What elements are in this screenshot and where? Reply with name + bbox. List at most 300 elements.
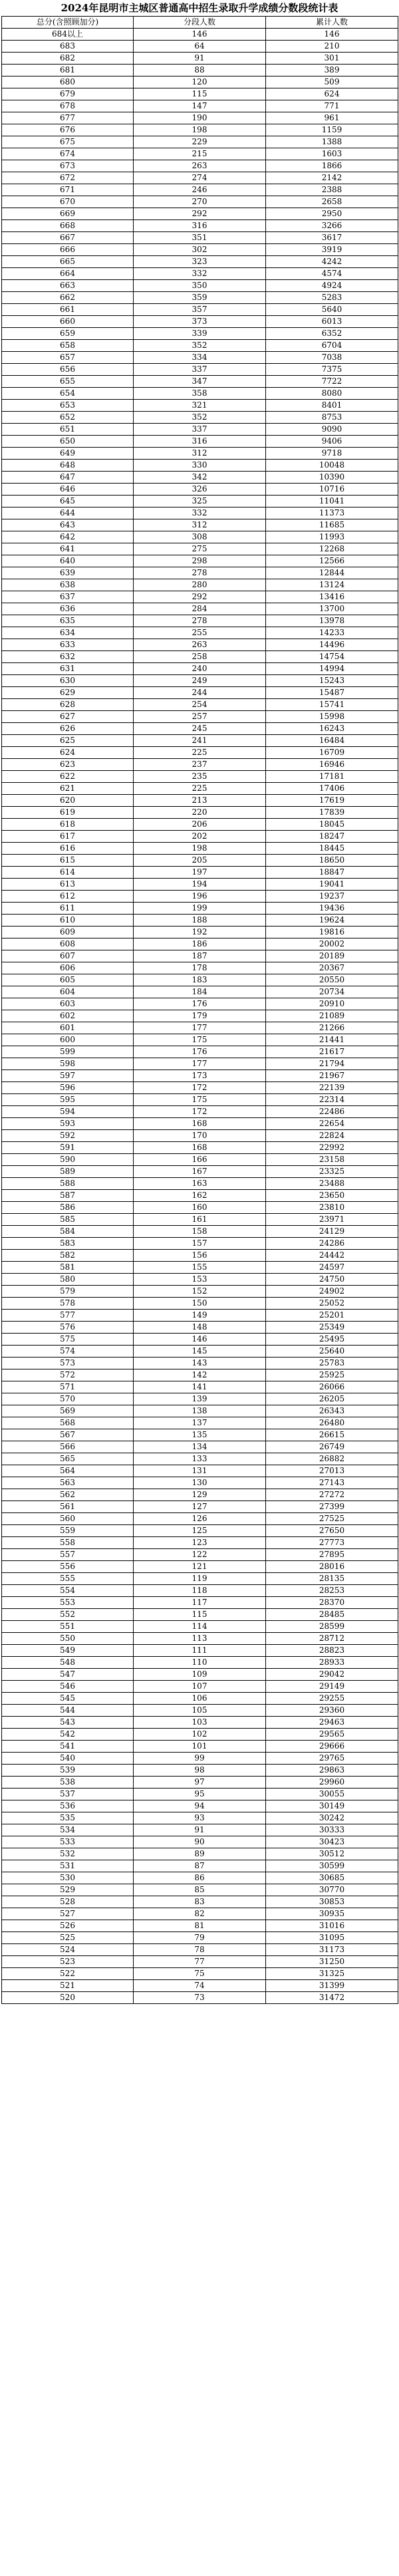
score-cell: 607 [2,950,134,962]
segment-count-cell: 316 [134,436,266,448]
segment-count-cell: 177 [134,1058,266,1070]
segment-count-cell: 118 [134,1585,266,1597]
table-row [2,687,398,699]
score-cell: 577 [2,1310,134,1322]
segment-count-cell: 173 [134,1070,266,1082]
segment-count-cell: 278 [134,615,266,627]
table-row [2,1465,398,1477]
table-row [2,651,398,663]
score-cell: 524 [2,1944,134,1956]
cumulative-count-cell: 3919 [266,244,398,256]
segment-count-cell: 99 [134,1753,266,1765]
segment-count-cell: 138 [134,1405,266,1417]
cumulative-count-cell: 5640 [266,304,398,316]
segment-count-cell: 350 [134,280,266,292]
cumulative-count-cell: 12844 [266,567,398,579]
header-total-score: 总分(含照顾加分) [2,17,134,29]
score-cell: 653 [2,400,134,412]
score-cell: 636 [2,603,134,615]
table-row [2,1489,398,1501]
cumulative-count-cell: 24902 [266,1286,398,1298]
segment-count-cell: 196 [134,891,266,903]
segment-count-cell: 339 [134,328,266,340]
cumulative-count-cell: 29666 [266,1741,398,1753]
table-row [2,1573,398,1585]
cumulative-count-cell: 25640 [266,1346,398,1358]
cumulative-count-cell: 210 [266,41,398,53]
segment-count-cell: 254 [134,699,266,711]
score-cell: 603 [2,998,134,1010]
table-row [2,112,398,124]
segment-count-cell: 88 [134,65,266,76]
score-cell: 530 [2,1872,134,1884]
segment-count-cell: 78 [134,1944,266,1956]
cumulative-count-cell: 21967 [266,1070,398,1082]
table-row [2,472,398,484]
segment-count-cell: 187 [134,950,266,962]
segment-count-cell: 81 [134,1920,266,1932]
segment-count-cell: 229 [134,136,266,148]
cumulative-count-cell: 19436 [266,903,398,915]
cumulative-count-cell: 16709 [266,747,398,759]
cumulative-count-cell: 26343 [266,1405,398,1417]
segment-count-cell: 347 [134,376,266,388]
score-cell: 578 [2,1298,134,1310]
score-cell: 617 [2,831,134,843]
segment-count-cell: 176 [134,998,266,1010]
table-row [2,376,398,388]
table-row [2,507,398,519]
segment-count-cell: 109 [134,1669,266,1681]
segment-count-cell: 143 [134,1358,266,1369]
table-row [2,328,398,340]
score-cell: 558 [2,1537,134,1549]
cumulative-count-cell: 16484 [266,735,398,747]
segment-count-cell: 263 [134,639,266,651]
segment-count-cell: 326 [134,484,266,496]
score-cell: 665 [2,256,134,268]
cumulative-count-cell: 27272 [266,1489,398,1501]
segment-count-cell: 152 [134,1286,266,1298]
page-title: 2024年昆明市主城区普通高中招生录取升学成绩分数段统计表 [61,2,338,14]
segment-count-cell: 149 [134,1310,266,1322]
table-row [2,1681,398,1693]
cumulative-count-cell: 8401 [266,400,398,412]
table-row [2,543,398,555]
segment-count-cell: 158 [134,1226,266,1238]
segment-count-cell: 245 [134,723,266,735]
segment-count-cell: 105 [134,1705,266,1717]
score-cell: 555 [2,1573,134,1585]
segment-count-cell: 122 [134,1549,266,1561]
table-row [2,244,398,256]
cumulative-count-cell: 4924 [266,280,398,292]
score-cell: 641 [2,543,134,555]
segment-count-cell: 280 [134,579,266,591]
table-row [2,699,398,711]
score-cell: 523 [2,1956,134,1968]
score-cell: 574 [2,1346,134,1358]
cumulative-count-cell: 29565 [266,1729,398,1741]
table-row [2,1046,398,1058]
score-cell: 646 [2,484,134,496]
cumulative-count-cell: 23650 [266,1190,398,1202]
segment-count-cell: 120 [134,76,266,88]
segment-count-cell: 146 [134,29,266,41]
cumulative-count-cell: 9090 [266,424,398,436]
score-cell: 551 [2,1621,134,1633]
cumulative-count-cell: 21794 [266,1058,398,1070]
score-cell: 582 [2,1250,134,1262]
table-row [2,1585,398,1597]
score-cell: 589 [2,1166,134,1178]
table-row [2,1334,398,1346]
score-cell: 610 [2,915,134,927]
segment-count-cell: 298 [134,555,266,567]
segment-count-cell: 332 [134,507,266,519]
score-cell: 681 [2,65,134,76]
table-row [2,1513,398,1525]
table-row [2,795,398,807]
score-cell: 678 [2,100,134,112]
score-cell: 654 [2,388,134,400]
score-cell: 633 [2,639,134,651]
score-cell: 595 [2,1094,134,1106]
cumulative-count-cell: 18445 [266,843,398,855]
cumulative-count-cell: 30512 [266,1848,398,1860]
score-cell: 647 [2,472,134,484]
table-row [2,1130,398,1142]
table-row [2,1453,398,1465]
table-row [2,1561,398,1573]
segment-count-cell: 192 [134,927,266,938]
score-cell: 611 [2,903,134,915]
table-row [2,53,398,65]
cumulative-count-cell: 20910 [266,998,398,1010]
score-cell: 590 [2,1154,134,1166]
cumulative-count-cell: 509 [266,76,398,88]
cumulative-count-cell: 27895 [266,1549,398,1561]
table-row [2,531,398,543]
cumulative-count-cell: 4574 [266,268,398,280]
score-cell: 592 [2,1130,134,1142]
segment-count-cell: 321 [134,400,266,412]
table-row [2,938,398,950]
table-body [2,29,398,2004]
table-row [2,1537,398,1549]
cumulative-count-cell: 18247 [266,831,398,843]
segment-count-cell: 183 [134,974,266,986]
cumulative-count-cell: 30423 [266,1836,398,1848]
cumulative-count-cell: 31472 [266,1992,398,2004]
segment-count-cell: 199 [134,903,266,915]
score-cell: 626 [2,723,134,735]
table-row [2,364,398,376]
score-cell: 662 [2,292,134,304]
score-cell: 631 [2,663,134,675]
table-row [2,1381,398,1393]
cumulative-count-cell: 11993 [266,531,398,543]
cumulative-count-cell: 30770 [266,1884,398,1896]
score-cell: 604 [2,986,134,998]
table-row [2,1250,398,1262]
segment-count-cell: 198 [134,843,266,855]
cumulative-count-cell: 13416 [266,591,398,603]
cumulative-count-cell: 23971 [266,1214,398,1226]
score-cell: 650 [2,436,134,448]
score-cell: 652 [2,412,134,424]
cumulative-count-cell: 19624 [266,915,398,927]
cumulative-count-cell: 24286 [266,1238,398,1250]
cumulative-count-cell: 1388 [266,136,398,148]
score-cell: 619 [2,807,134,819]
cumulative-count-cell: 26066 [266,1381,398,1393]
segment-count-cell: 316 [134,220,266,232]
table-row [2,1956,398,1968]
table-row [2,1777,398,1789]
score-cell: 588 [2,1178,134,1190]
cumulative-count-cell: 27399 [266,1501,398,1513]
segment-count-cell: 79 [134,1932,266,1944]
cumulative-count-cell: 8753 [266,412,398,424]
score-cell: 606 [2,962,134,974]
segment-count-cell: 163 [134,1178,266,1190]
table-row [2,65,398,76]
cumulative-count-cell: 15243 [266,675,398,687]
table-row [2,950,398,962]
score-cell: 565 [2,1453,134,1465]
table-row [2,1669,398,1681]
segment-count-cell: 121 [134,1561,266,1573]
segment-count-cell: 249 [134,675,266,687]
table-row [2,783,398,795]
cumulative-count-cell: 30599 [266,1860,398,1872]
cumulative-count-cell: 22824 [266,1130,398,1142]
score-cell: 544 [2,1705,134,1717]
table-row [2,100,398,112]
cumulative-count-cell: 9406 [266,436,398,448]
segment-count-cell: 237 [134,759,266,771]
score-cell: 614 [2,867,134,879]
table-row [2,388,398,400]
segment-count-cell: 74 [134,1980,266,1992]
table-row [2,1944,398,1956]
segment-count-cell: 155 [134,1262,266,1274]
cumulative-count-cell: 10390 [266,472,398,484]
cumulative-count-cell: 22139 [266,1082,398,1094]
cumulative-count-cell: 10048 [266,460,398,472]
cumulative-count-cell: 301 [266,53,398,65]
score-cell: 618 [2,819,134,831]
segment-count-cell: 206 [134,819,266,831]
cumulative-count-cell: 30242 [266,1812,398,1824]
cumulative-count-cell: 26615 [266,1429,398,1441]
segment-count-cell: 172 [134,1106,266,1118]
segment-count-cell: 179 [134,1010,266,1022]
segment-count-cell: 188 [134,915,266,927]
segment-count-cell: 107 [134,1681,266,1693]
table-row [2,711,398,723]
score-cell: 536 [2,1800,134,1812]
cumulative-count-cell: 2950 [266,208,398,220]
cumulative-count-cell: 146 [266,29,398,41]
score-cell: 559 [2,1525,134,1537]
table-row [2,1920,398,1932]
score-cell: 572 [2,1369,134,1381]
cumulative-count-cell: 20189 [266,950,398,962]
cumulative-count-cell: 27650 [266,1525,398,1537]
table-row [2,579,398,591]
segment-count-cell: 131 [134,1465,266,1477]
segment-count-cell: 148 [134,1322,266,1334]
cumulative-count-cell: 14233 [266,627,398,639]
cumulative-count-cell: 20367 [266,962,398,974]
table-row [2,1405,398,1417]
score-cell: 528 [2,1896,134,1908]
segment-count-cell: 184 [134,986,266,998]
segment-count-cell: 157 [134,1238,266,1250]
score-cell: 527 [2,1908,134,1920]
segment-count-cell: 166 [134,1154,266,1166]
cumulative-count-cell: 26882 [266,1453,398,1465]
score-cell: 664 [2,268,134,280]
segment-count-cell: 87 [134,1860,266,1872]
score-cell: 682 [2,53,134,65]
segment-count-cell: 198 [134,124,266,136]
table-row [2,519,398,531]
table-row [2,124,398,136]
score-cell: 672 [2,172,134,184]
segment-count-cell: 113 [134,1633,266,1645]
cumulative-count-cell: 13978 [266,615,398,627]
table-row [2,1741,398,1753]
score-cell: 632 [2,651,134,663]
segment-count-cell: 257 [134,711,266,723]
cumulative-count-cell: 12566 [266,555,398,567]
score-cell: 658 [2,340,134,352]
table-row [2,927,398,938]
table-row [2,1298,398,1310]
segment-count-cell: 352 [134,340,266,352]
score-cell: 659 [2,328,134,340]
cumulative-count-cell: 28712 [266,1633,398,1645]
cumulative-count-cell: 29765 [266,1753,398,1765]
cumulative-count-cell: 389 [266,65,398,76]
cumulative-count-cell: 14994 [266,663,398,675]
table-row [2,747,398,759]
score-cell: 573 [2,1358,134,1369]
score-cell: 580 [2,1274,134,1286]
table-row [2,1597,398,1609]
cumulative-count-cell: 28823 [266,1645,398,1657]
score-cell: 683 [2,41,134,53]
score-cell: 635 [2,615,134,627]
cumulative-count-cell: 5283 [266,292,398,304]
table-row [2,76,398,88]
table-row [2,316,398,328]
segment-count-cell: 162 [134,1190,266,1202]
table-row [2,1645,398,1657]
table-row [2,256,398,268]
table-row [2,1094,398,1106]
table-row [2,915,398,927]
score-cell: 579 [2,1286,134,1298]
cumulative-count-cell: 22486 [266,1106,398,1118]
table-row [2,1238,398,1250]
segment-count-cell: 93 [134,1812,266,1824]
segment-count-cell: 127 [134,1501,266,1513]
table-row [2,1693,398,1705]
segment-count-cell: 275 [134,543,266,555]
score-cell: 552 [2,1609,134,1621]
table-row [2,1609,398,1621]
score-cell: 615 [2,855,134,867]
cumulative-count-cell: 1159 [266,124,398,136]
score-cell: 622 [2,771,134,783]
table-row [2,843,398,855]
score-cell: 568 [2,1417,134,1429]
cumulative-count-cell: 27143 [266,1477,398,1489]
cumulative-count-cell: 30333 [266,1824,398,1836]
cumulative-count-cell: 20734 [266,986,398,998]
segment-count-cell: 225 [134,747,266,759]
table-row [2,1501,398,1513]
score-cell: 535 [2,1812,134,1824]
table-row [2,1765,398,1777]
segment-count-cell: 359 [134,292,266,304]
table-row [2,1178,398,1190]
cumulative-count-cell: 14754 [266,651,398,663]
cumulative-count-cell: 11041 [266,496,398,507]
score-cell: 542 [2,1729,134,1741]
cumulative-count-cell: 9718 [266,448,398,460]
cumulative-count-cell: 6013 [266,316,398,328]
segment-count-cell: 240 [134,663,266,675]
segment-count-cell: 351 [134,232,266,244]
table-row [2,567,398,579]
cumulative-count-cell: 27013 [266,1465,398,1477]
segment-count-cell: 115 [134,88,266,100]
table-row [2,1932,398,1944]
segment-count-cell: 77 [134,1956,266,1968]
cumulative-count-cell: 15998 [266,711,398,723]
segment-count-cell: 270 [134,196,266,208]
cumulative-count-cell: 7038 [266,352,398,364]
score-cell: 663 [2,280,134,292]
score-cell: 549 [2,1645,134,1657]
cumulative-count-cell: 3266 [266,220,398,232]
score-cell: 591 [2,1142,134,1154]
cumulative-count-cell: 30685 [266,1872,398,1884]
table-row [2,1884,398,1896]
cumulative-count-cell: 28599 [266,1621,398,1633]
score-cell: 644 [2,507,134,519]
score-cell: 643 [2,519,134,531]
score-cell: 660 [2,316,134,328]
cumulative-count-cell: 25783 [266,1358,398,1369]
cumulative-count-cell: 29149 [266,1681,398,1693]
header-row [2,17,398,29]
cumulative-count-cell: 7375 [266,364,398,376]
table-row [2,400,398,412]
score-cell: 600 [2,1034,134,1046]
segment-count-cell: 119 [134,1573,266,1585]
table-row [2,1872,398,1884]
score-cell: 550 [2,1633,134,1645]
cumulative-count-cell: 25052 [266,1298,398,1310]
cumulative-count-cell: 19041 [266,879,398,891]
cumulative-count-cell: 624 [266,88,398,100]
